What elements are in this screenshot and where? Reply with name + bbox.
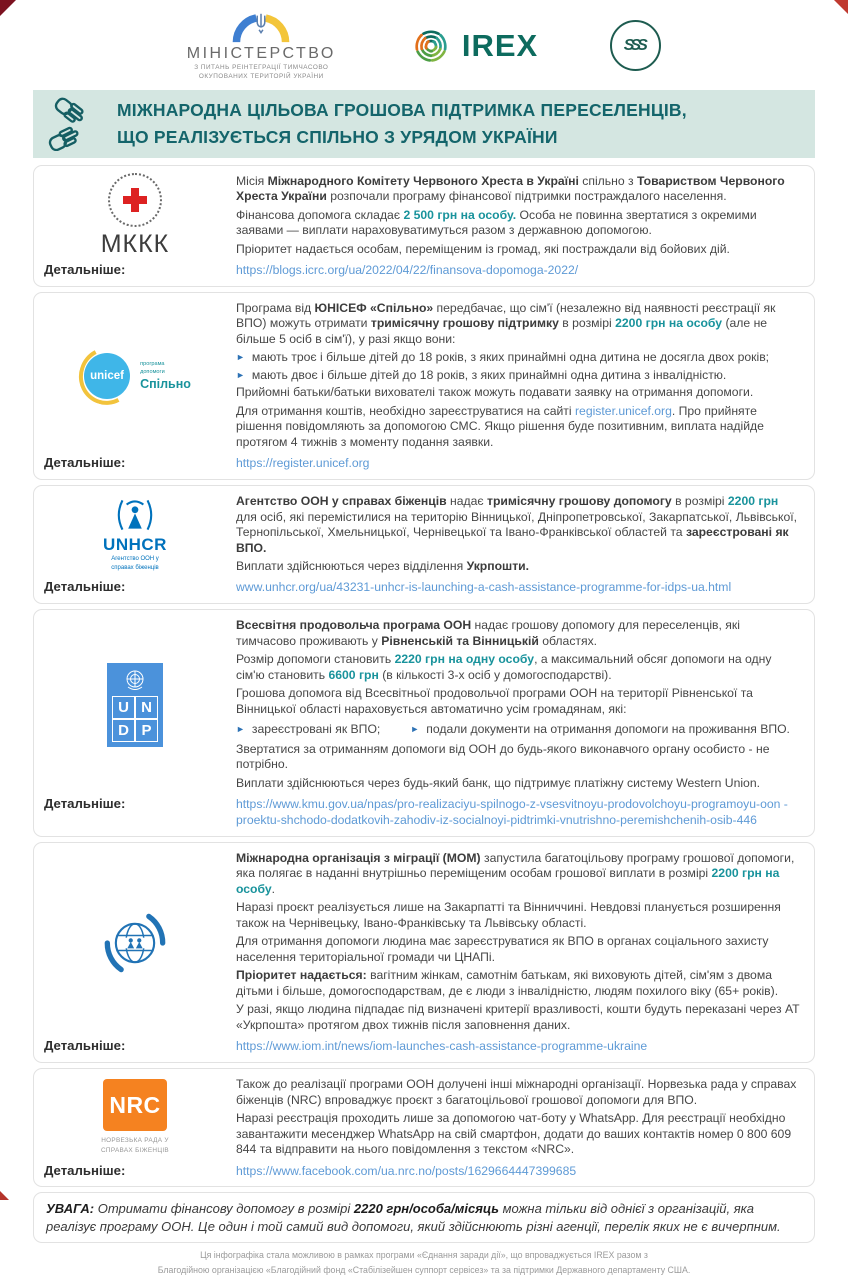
unhcr-emblem-icon [112, 496, 158, 534]
unhcr-tagline-2: справах біженців [111, 565, 159, 572]
unicef-bullet-item [236, 368, 802, 383]
wfp-bullet-item [236, 722, 380, 737]
undp-letter: P [135, 719, 158, 742]
unicef-program-name: Спільно [140, 376, 191, 391]
unicef-paragraph: Програма від ЮНІСЕФ «Спільно» передбачає, що сім'ї (незалежно від наявності реєстрації як ВПО) можуть отримати тримісячну грошову підтримку в розмірі 2200 грн на особу (але не більше 5 осіб в сім'ї), у разі якщо вони: [236, 300, 776, 346]
page-corner-mark [0, 1191, 9, 1200]
irex-wordmark: IREX [461, 27, 539, 63]
nrc-paragraph: Наразі реєстрація проходить лише за допомогою чат-боту у WhatsApp. Для реєстрації необхідно завантажити месенджер WhatsApp на свій смартфон, додати до ваших контактів номер 0 800 609 844 та відправити на нього повідомлення з текстом «NRC». [236, 1111, 792, 1157]
wfp-paragraph: Звертатися за отриманням допомоги від ООН до будь-якого виконавчого органу особисто - не потрібно. [236, 741, 770, 772]
irex-logo [408, 23, 538, 69]
header-logos [33, 0, 815, 88]
ministry-title: МІНІСТЕРСТВО [186, 45, 336, 62]
iom-paragraph: Пріоритет надається: вагітним жінкам, самотнім батькам, які виховують дітей, сім'ям з двома дітьми і більше, домогосподарствам, де є люди з інвалідністю, людям похилого віку (65+ років). [236, 968, 779, 998]
page-corner-mark [834, 0, 848, 14]
details-label: Детальніше: [44, 796, 126, 812]
wfp-details-link[interactable]: https://www.kmu.gov.ua/npas/pro-realizaciyu-spilnogo-z-vsesvitnoyu-prodovolchoyu-programoyu-oon -proektu-shchodo-dodatkovih-zahodiv-iz-socialnoyi-pidtrimki-vnutrishno-peremishchenih-osib-446 [236, 797, 788, 828]
sss-wordmark: SSS [623, 36, 644, 54]
card-nrc [33, 1068, 815, 1187]
unicef-details-link[interactable]: https://register.unicef.org [236, 456, 370, 471]
unhcr-details-link[interactable]: www.unhcr.org/ua/43231-unhcr-is-launching-a-cash-assistance-programme-for-idps-ua.html [236, 580, 732, 595]
iom-paragraph: Наразі проєкт реалізується лише на Закарпатті та Вінниччині. Невдовзі планується розширення також на Чернівецьку, Івано-Франківську та Львівську області. [236, 900, 781, 930]
irex-arcs-icon [408, 23, 454, 69]
wfp-paragraph: Виплати здійснюються через будь-який банк, що підтримує платіжну систему Western Union. [236, 775, 761, 790]
wfp-paragraph: Всесвітня продовольча програма ООН надає грошову допомогу для переселенців, які тимчасово проживають у Рівненській та Вінницькій областях. [236, 618, 740, 648]
icrc-paragraph: Місія Міжнародного Комітету Червоного Хреста в Україні спільно з Товариством Червоного Хреста України розпочали програму фінансової підтримки постраждалого населення. [236, 173, 785, 204]
iom-paragraph: Міжнародна організація з міграції (МОМ) запустила багатоцільову програму грошової допомоги, яка полягає в наданні внутрішньо переміщеним особам грошової виплати в розмірі 2200 грн на особу. [236, 850, 795, 896]
ministry-subtitle-1: З ПИТАНЬ РЕІНТЕГРАЦІЇ ТИМЧАСОВО [194, 64, 329, 71]
undp-logo [107, 663, 163, 747]
nrc-paragraph: Також до реалізації програми ООН долучені інші міжнародні організації. Норвезька рада у справах біженців (NRC) впроваджує проєкт з багатоцільової грошової допомоги для ВПО. [236, 1077, 797, 1107]
giving-hands-icon [47, 97, 101, 151]
wfp-paragraph: Грошова допомога від Всесвітньої продовольчої програми ООН на території Рівненської та Вінницької області нараховується автоматично усім громадянам, які: [236, 686, 753, 716]
details-label: Детальніше: [44, 455, 126, 471]
wfp-paragraph: Розмір допомоги становить 2220 грн на одну особу, а максимальний обсяг допомоги на одну сім'ю становить 6600 грн (в кількості 3-х осіб у домогосподарстві). [236, 652, 772, 682]
bullet-arrow-icon: ► [236, 724, 245, 735]
bullet-text: зареєстровані як ВПО; [251, 722, 381, 737]
unicef-paragraph: Для отримання коштів, необхідно зареєструватися на сайті register.unicef.org. Про прийняте рішення повідомляють за допомогою СМС. Якщо рішення буде позитивним, виплата надійде протягом 4 тижнів з моменту подання заявки. [236, 403, 764, 449]
bullet-arrow-icon: ► [236, 352, 245, 363]
unicef-tagline: програма допомоги [140, 361, 165, 376]
attention-notice: УВАГА: Отримати фінансову допомогу в розмірі 2220 грн/особа/місяць можна тільки від однієї з організацій, яка реалізує програму ООН. Це один і той самий вид допомоги, який здійснюють різні агенції, перелік яких не є вичерпним. [33, 1192, 815, 1243]
undp-letter: U [112, 696, 135, 719]
card-iom [33, 842, 815, 1063]
page-title-line-2: ЩО РЕАЛІЗУЄТЬСЯ СПІЛЬНО З УРЯДОМ УКРАЇНИ [117, 126, 558, 147]
unhcr-wordmark: UNHCR [103, 535, 167, 555]
un-emblem-icon [123, 668, 147, 692]
icrc-logo-caption: МККК [100, 229, 170, 258]
attribution-text [33, 1248, 815, 1277]
iom-details-link[interactable]: https://www.iom.int/news/iom-launches-cash-assistance-programme-ukraine [236, 1039, 648, 1054]
nrc-tagline [101, 1136, 169, 1157]
details-label: Детальніше: [44, 261, 126, 277]
nrc-logo: NRC [103, 1079, 167, 1131]
card-unicef [33, 292, 815, 480]
title-banner [33, 90, 815, 158]
icrc-paragraph: Пріоритет надається особам, переміщеним із громад, які постраждали від бойових дій. [236, 241, 730, 256]
card-unhcr [33, 485, 815, 604]
details-label: Детальніше: [44, 579, 126, 595]
bullet-text: подали документи на отримання допомоги на проживання ВПО. [426, 722, 790, 737]
iom-paragraph: У разі, якщо людина підпадає під визначені критерії вразливості, кошти будуть переказані через АТ «Укрпошта» протягом двох тижнів після заповнення даних. [236, 1002, 800, 1032]
ministry-arc-trident-icon [229, 10, 293, 44]
unhcr-tagline-1: Агентство ООН у [111, 556, 159, 563]
undp-letter-grid [112, 696, 158, 742]
wfp-bullet-row [236, 720, 802, 739]
wfp-bullet-item [410, 722, 790, 737]
unhcr-paragraph: Виплати здійснюються через відділення Укрпошти. [236, 559, 530, 573]
undp-letter: D [112, 719, 135, 742]
nrc-tagline-1: НОРВЕЗЬКА РАДА У [101, 1137, 169, 1145]
card-icrc [33, 165, 815, 287]
nrc-tagline-2: СПРАВАХ БІЖЕНЦІВ [101, 1147, 169, 1155]
page-title-line-1: МІЖНАРОДНА ЦІЛЬОВА ГРОШОВА ПІДТРИМКА ПЕРЕСЕЛЕНЦІВ, [117, 100, 687, 121]
bullet-arrow-icon: ► [410, 724, 420, 735]
details-label: Детальніше: [44, 1162, 126, 1178]
attribution-line-2: Благодійною організацією «Благодійний фонд «Стабілізейшен суппорт сервісез» та за підтримки Державного департаменту США. [157, 1264, 691, 1275]
unicef-yellow-arc-icon [71, 340, 142, 412]
iom-paragraph: Для отримання допомоги людина має зареєструватися як ВПО в органах соціального захисту населення територіальної громади чи ЦНАПі. [236, 934, 769, 964]
sss-logo [610, 20, 661, 71]
page-title [117, 97, 687, 150]
icrc-redcross-icon [108, 173, 162, 227]
unicef-bullet-item [236, 350, 802, 365]
icrc-paragraph: Фінансова допомога складає 2 500 грн на особу. Особа не повинна звертатися з окремими заявами — виплати нараховуватимуться разом з державною допомогою. [236, 207, 757, 238]
nrc-details-link[interactable]: https://www.facebook.com/ua.nrc.no/posts/1629664447399685 [236, 1163, 577, 1178]
page-corner-mark [0, 0, 16, 16]
undp-letter: N [135, 696, 158, 719]
ministry-logo [187, 10, 336, 82]
iom-globe-icon [102, 910, 168, 976]
bullet-text: мають троє і більше дітей до 18 років, з яких принаймні одна дитина не досягла двох років; [251, 350, 770, 365]
attribution-line-1: Ця інфографіка стала можливою в рамках програми «Єднання заради дії», що впроваджується IREX разом з [200, 1250, 648, 1261]
unicef-logo [79, 347, 191, 405]
details-label: Детальніше: [44, 1038, 126, 1054]
ministry-subtitle-2: ОКУПОВАНИХ ТЕРИТОРІЙ УКРАЇНИ [198, 73, 324, 81]
icrc-details-link[interactable]: https://blogs.icrc.org/ua/2022/04/22/finansova-dopomoga-2022/ [236, 262, 579, 277]
bullet-arrow-icon: ► [236, 369, 245, 380]
card-wfp [33, 609, 815, 837]
bullet-text: мають двоє і більше дітей до 18 років, з яких принаймні одна дитина з інвалідністю. [251, 367, 727, 382]
unicef-circle-icon: unicef [84, 353, 130, 399]
unhcr-paragraph: Агентство ООН у справах біженців надає тримісячну грошову допомогу в розмірі 2200 грн для осіб, які перемістилися на територію Вінницької, Дніпропетровської, Закарпатської, Львівської, Тернопільської, Хмельницької, Чернівецької та Івано-Франківської областей та зареєстровані як ВПО. [236, 494, 798, 555]
unicef-paragraph: Прийомні батьки/батьки вихователі також можуть подавати заявку на отримання допомоги. [236, 385, 754, 400]
